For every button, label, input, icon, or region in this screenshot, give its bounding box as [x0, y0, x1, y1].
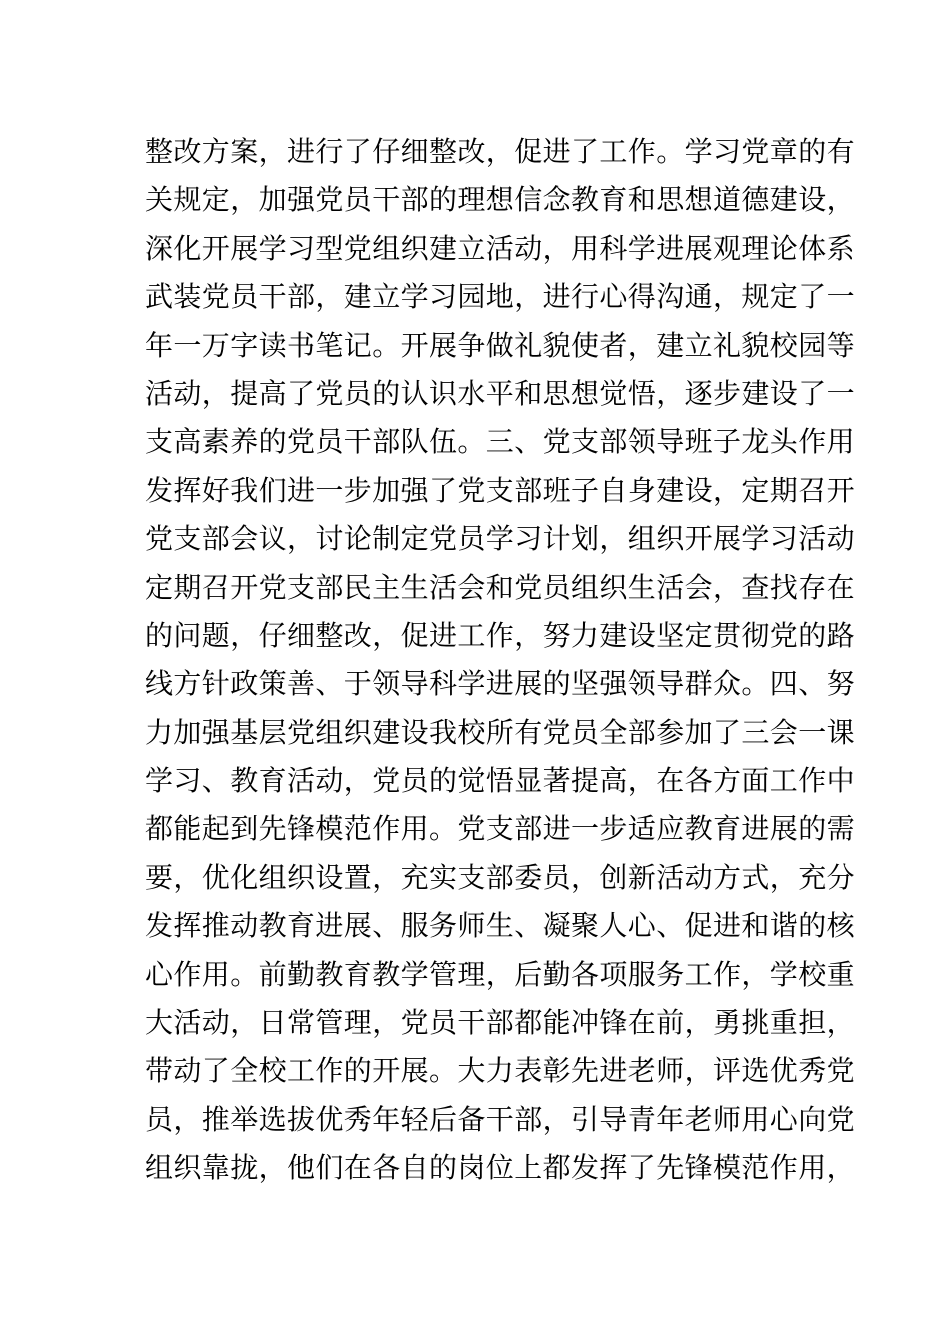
text-line: 都能起到先锋模范作用。党支部进一步适应教育进展的需 [145, 812, 856, 846]
text-line: 支高素养的党员干部队伍。三、党支部领导班子龙头作用 [145, 425, 856, 459]
text-line: 活动，提高了党员的认识水平和思想觉悟，逐步建设了一 [145, 376, 856, 410]
text-line: 带动了全校工作的开展。大力表彰先进老师，评选优秀党 [145, 1054, 856, 1088]
text-line: 发挥好我们进一步加强了党支部班子自身建设，定期召开 [145, 473, 856, 507]
text-line: 武装党员干部，建立学习园地，进行心得沟通，规定了一 [145, 280, 856, 314]
text-line: 大活动，日常管理，党员干部都能冲锋在前，勇挑重担， [145, 1006, 856, 1040]
text-line: 发挥推动教育进展、服务师生、凝聚人心、促进和谐的核 [145, 909, 856, 943]
text-line: 关规定，加强党员干部的理想信念教育和思想道德建设， [145, 183, 856, 217]
text-line: 心作用。前勤教育教学管理，后勤各项服务工作，学校重 [145, 957, 856, 991]
text-line: 整改方案，进行了仔细整改，促进了工作。学习党章的有 [145, 135, 856, 168]
text-line: 线方针政策善、于领导科学进展的坚强领导群众。四、努 [145, 667, 856, 701]
text-line: 学习、教育活动，党员的觉悟显著提高，在各方面工作中 [145, 764, 856, 798]
text-line: 党支部会议，讨论制定党员学习计划，组织开展学习活动 [145, 522, 856, 556]
text-line: 深化开展学习型党组织建立活动，用科学进展观理论体系 [145, 231, 856, 265]
text-line: 定期召开党支部民主生活会和党员组织生活会，查找存在 [145, 570, 856, 604]
text-line: 力加强基层党组织建设我校所有党员全部参加了三会一课 [145, 715, 856, 749]
body-text [145, 128, 856, 1193]
text-line: 要，优化组织设置，充实支部委员，创新活动方式，充分 [145, 860, 856, 894]
text-line: 的问题，仔细整改，促进工作，努力建设坚定贯彻党的路 [145, 618, 856, 652]
text-line: 员，推举选拔优秀年轻后备干部，引导青年老师用心向党 [145, 1102, 856, 1136]
text-line: 组织靠拢，他们在各自的岗位上都发挥了先锋模范作用， [145, 1151, 856, 1185]
text-line: 年一万字读书笔记。开展争做礼貌使者，建立礼貌校园等 [145, 328, 856, 362]
